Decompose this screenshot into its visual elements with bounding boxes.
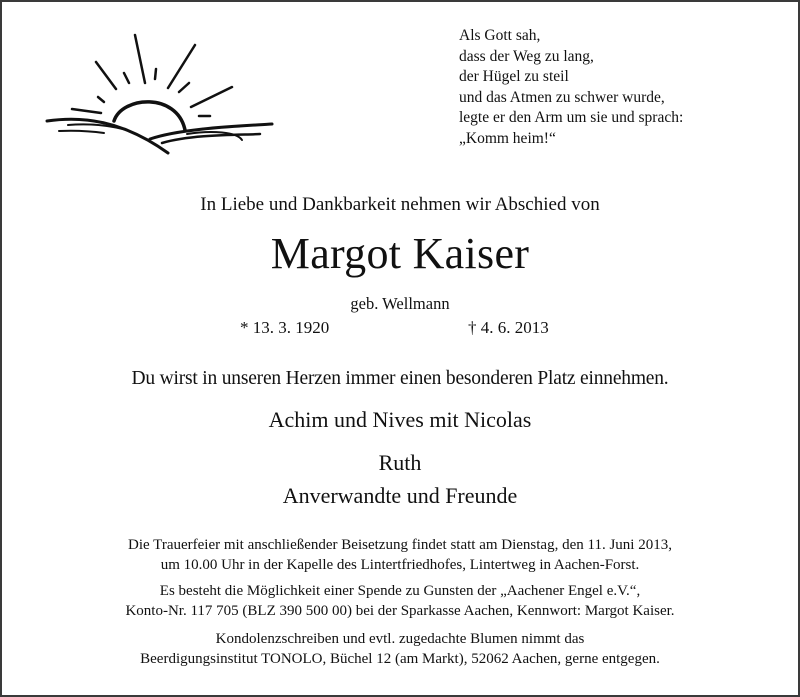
poem-line: Als Gott sah, (459, 27, 541, 44)
poem-line: „Komm heim!“ (459, 129, 556, 147)
intro-text: In Liebe und Dankbarkeit nehmen wir Abschied von (200, 194, 600, 215)
donation-info-line: Konto-Nr. 117 705 (BLZ 390 500 00) bei der Sparkasse Aachen, Kennwort: Margot Kaiser. (125, 603, 675, 619)
condolence-info (2, 629, 798, 669)
donation-info-line: Es besteht die Möglichkeit einer Spende zu Gunsten der „Aachener Engel e.V.“, (159, 583, 641, 599)
poem-line: dass der Weg zu lang, (459, 47, 594, 65)
poem-line: und das Atmen zu schwer wurde, (459, 88, 665, 106)
condolence-info-line: Kondolenzschreiben und evtl. zugedachte Blumen nimmt das (215, 631, 585, 647)
maiden-name: geb. Wellmann (350, 294, 450, 313)
mourner-line: Achim und Nives mit Nicolas (268, 407, 532, 432)
sunset-icon (42, 30, 282, 160)
poem-line: der Hügel zu steil (459, 68, 569, 85)
funeral-info (2, 535, 798, 575)
mourner-line: Anverwandte und Freunde (282, 483, 518, 508)
funeral-info-line: um 10.00 Uhr in der Kapelle des Lintertfriedhofes, Lintertweg in Aachen-Forst. (160, 557, 640, 573)
donation-info (2, 581, 798, 621)
poem-line: legte er den Arm um sie und sprach: (459, 109, 684, 126)
birth-date: * 13. 3. 1920 (240, 318, 330, 337)
memorial-quote: Du wirst in unseren Herzen immer einen besonderen Platz einnehmen. (131, 368, 669, 389)
deceased-name: Margot Kaiser (270, 229, 530, 278)
mourner-line: Ruth (378, 450, 422, 475)
death-date: † 4. 6. 2013 (468, 318, 549, 337)
funeral-info-line: Die Trauerfeier mit anschließender Beisetzung findet statt am Dienstag, den 11. Juni 2013, (128, 537, 672, 553)
poem (459, 26, 683, 149)
condolence-info-line: Beerdigungsinstitut TONOLO, Büchel 12 (am Markt), 52062 Aachen, gerne entgegen. (140, 651, 660, 667)
